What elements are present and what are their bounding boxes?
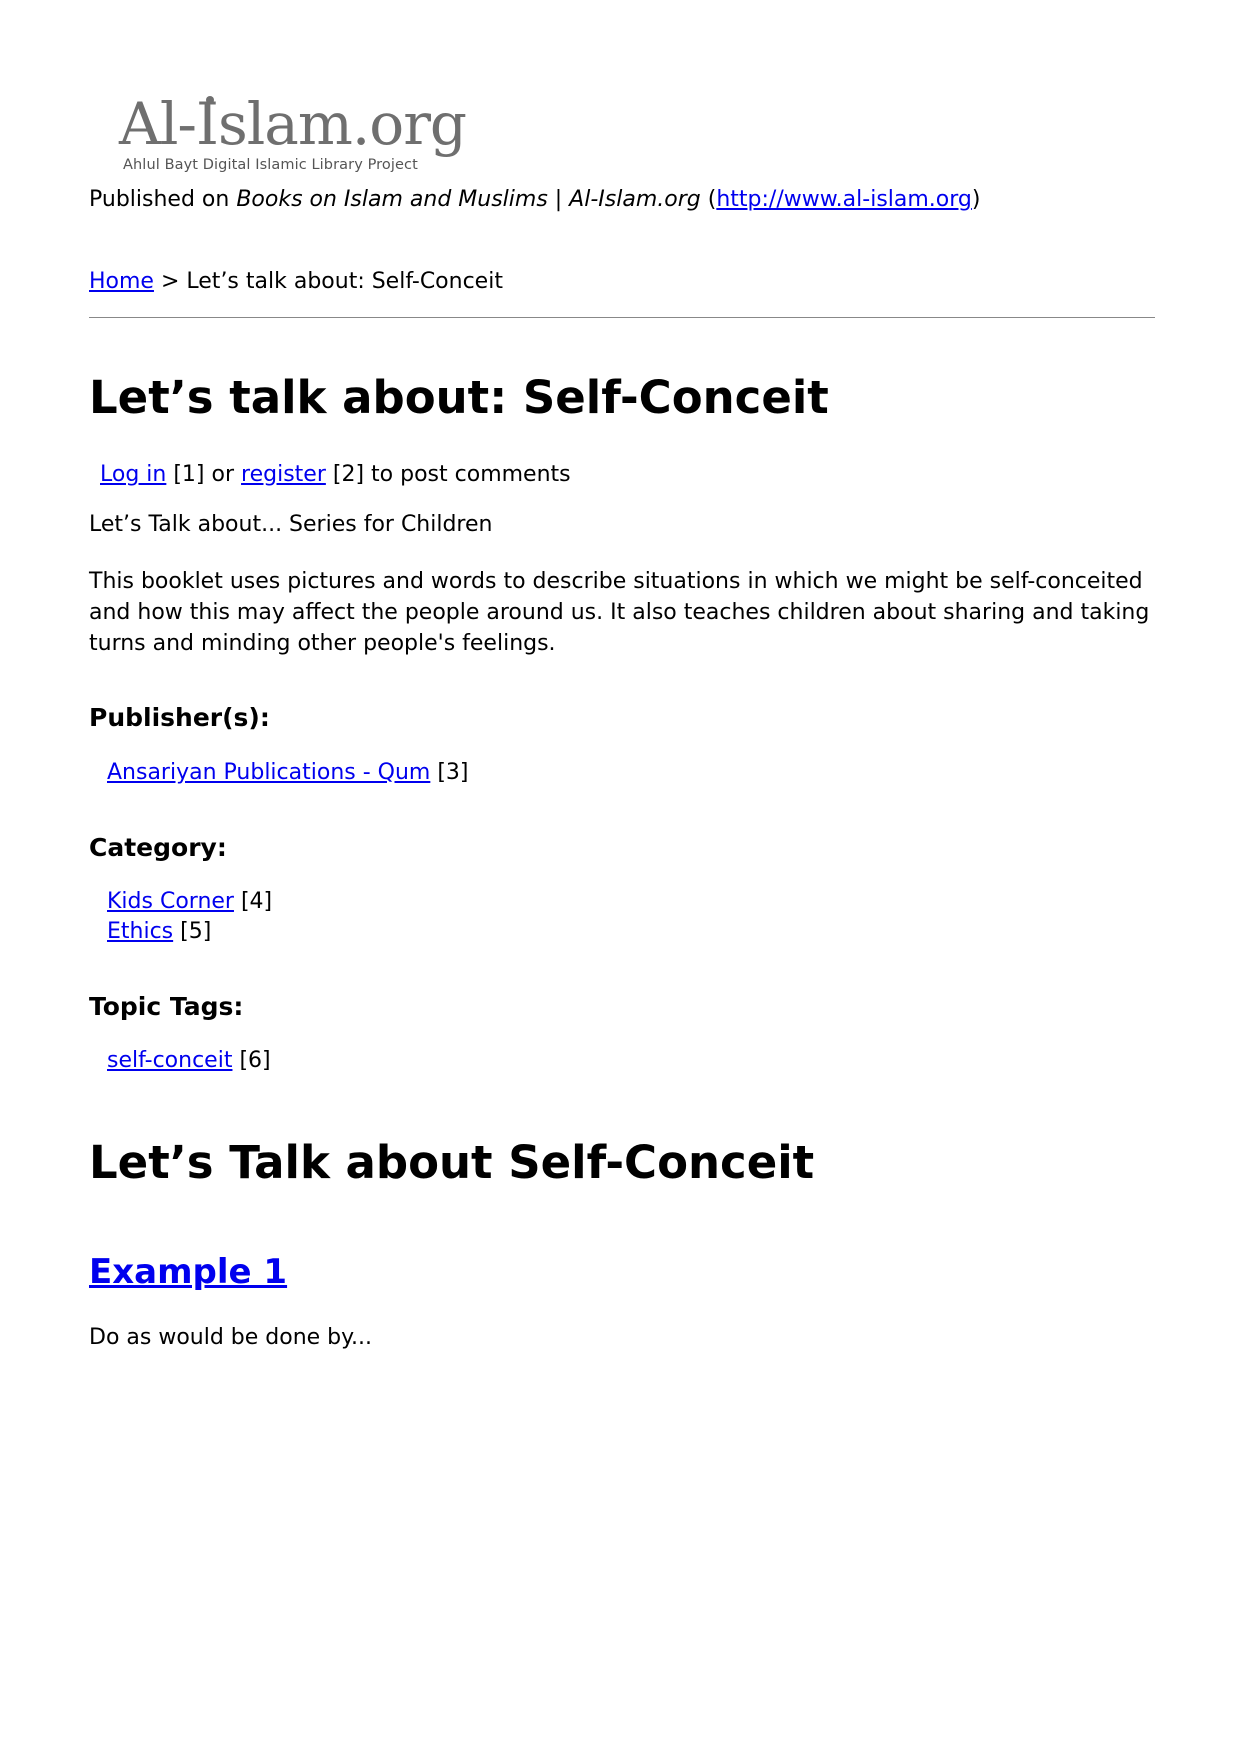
category-link-kids-corner[interactable]: Kids Corner — [107, 889, 234, 914]
example-1-link[interactable]: Example 1 — [89, 1252, 288, 1292]
published-site-name: Books on Islam and Muslims | Al-Islam.org — [236, 187, 701, 212]
publisher-item — [107, 758, 469, 788]
site-logo[interactable] — [119, 92, 479, 180]
example-text: Do as would be done by... — [89, 1325, 373, 1350]
register-link[interactable]: register — [241, 462, 326, 487]
category-link-ethics[interactable]: Ethics — [107, 919, 174, 944]
logo-tagline: Ahlul Bayt Digital Islamic Library Project — [123, 157, 418, 173]
topic-tag-link[interactable]: self-conceit — [107, 1048, 233, 1073]
book-description: This booklet uses pictures and words to describe situations in which we might be self-conceited and how this may affect the people around us. It also teaches children about sharing and taking turns and minding other people's feelings. — [89, 569, 1150, 656]
logo-wordmark: Al-Islam.org — [119, 90, 467, 158]
published-open-paren: ( — [707, 187, 717, 212]
comments-prompt — [100, 460, 571, 490]
series-subtitle: Let’s Talk about... Series for Children — [89, 512, 493, 537]
topic-tag-ref: [6] — [239, 1048, 271, 1073]
breadcrumb-separator: > — [160, 269, 180, 294]
publisher-link[interactable]: Ansariyan Publications - Qum — [107, 760, 431, 785]
published-line — [89, 185, 980, 215]
topic-tags-label: Topic Tags: — [89, 992, 244, 1021]
breadcrumb-current: Let’s talk about: Self-Conceit — [186, 269, 503, 294]
published-url-link[interactable]: http://www.al-islam.org — [716, 187, 972, 212]
category-item — [107, 887, 272, 917]
comments-suffix: to post comments — [371, 462, 571, 487]
topic-tag-item — [107, 1046, 271, 1076]
page-title: Let’s talk about: Self-Conceit — [89, 371, 829, 424]
comments-or: or — [211, 462, 235, 487]
breadcrumb — [89, 267, 503, 297]
login-ref: [1] — [173, 462, 205, 487]
publisher-ref: [3] — [437, 760, 469, 785]
category-label: Category: — [89, 833, 227, 862]
category-ref: [4] — [240, 889, 273, 914]
section-title: Let’s Talk about Self-Conceit — [89, 1136, 815, 1189]
category-ref: [5] — [180, 919, 212, 944]
header-divider — [89, 317, 1155, 318]
breadcrumb-home-link[interactable]: Home — [89, 269, 154, 294]
publishers-label: Publisher(s): — [89, 703, 270, 732]
category-item — [107, 917, 211, 947]
published-prefix: Published on — [89, 187, 230, 212]
register-ref: [2] — [332, 462, 365, 487]
login-link[interactable]: Log in — [100, 462, 167, 487]
example-heading — [89, 1250, 287, 1294]
published-close-paren: ) — [971, 187, 981, 212]
